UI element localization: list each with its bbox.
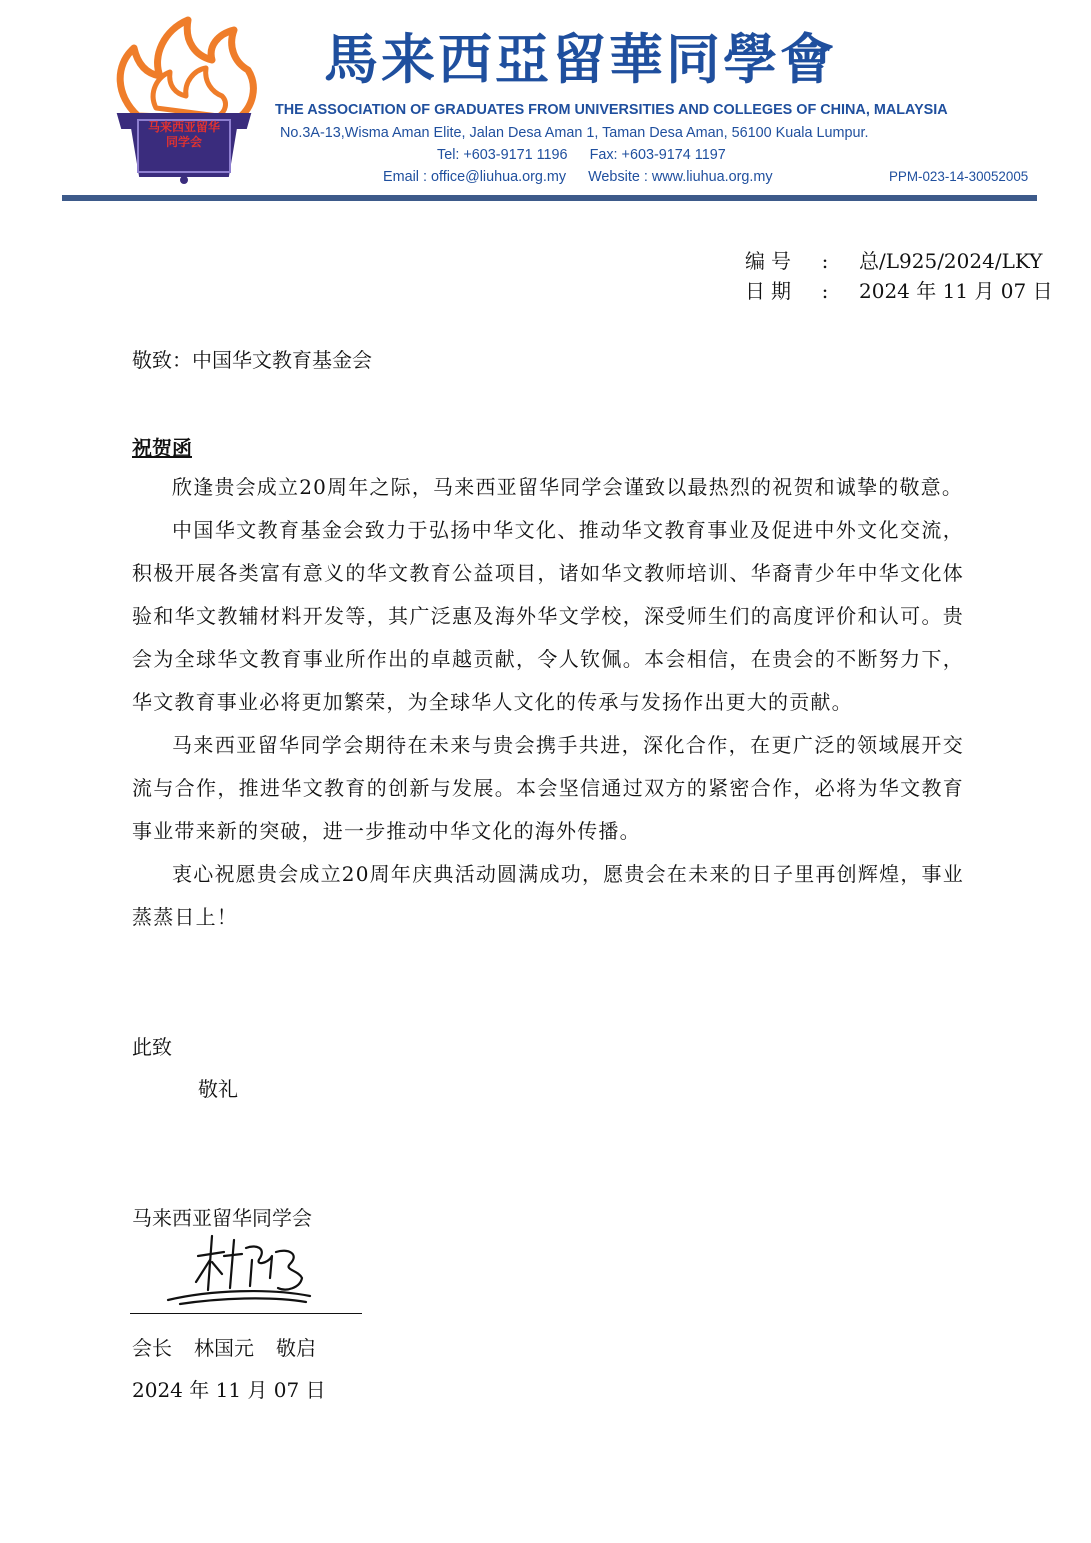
phone-number: Tel: +603-9171 1196: [437, 147, 568, 163]
logo-text: 马来西亚留华同学会: [147, 120, 220, 149]
reference-number-row: [745, 246, 1053, 276]
org-address: No.3A-13,Wisma Aman Elite, Jalan Desa Aman 1, Taman Desa Aman, 56100 Kuala Lumpur.: [280, 125, 869, 141]
paragraph: 衷心祝愿贵会成立20周年庆典活动圆满成功，愿贵会在未来的日子里再创辉煌，事业蒸蒸日上！: [132, 862, 964, 929]
website-url: Website : www.liuhua.org.my: [588, 169, 773, 185]
phone-fax-line: [437, 147, 726, 163]
reference-number-label: 编号: [745, 249, 797, 273]
fax-number: Fax: +603-9174 1197: [589, 147, 726, 163]
paragraph: 欣逢贵会成立20周年之际，马来西亚留华同学会谨致以最热烈的祝贺和诚挚的敬意。: [172, 475, 964, 499]
letterhead: [0, 0, 1091, 210]
handwritten-signature-icon: [160, 1226, 320, 1310]
signature-date: 2024 年 11 月 07 日: [132, 1378, 326, 1402]
reference-number-value: 总/L925/2024/LKY: [859, 249, 1043, 273]
email-address: Email : office@liuhua.org.my: [383, 169, 567, 185]
org-name-chinese: 馬来西亞留華同學會: [324, 28, 837, 91]
reference-date-label: 日期: [745, 279, 797, 303]
letterhead-divider: [62, 195, 1037, 201]
reference-date-row: [745, 276, 1053, 306]
signer-line: [132, 1332, 338, 1361]
letter-body: [132, 466, 964, 939]
sign-off: 敬启: [276, 1336, 316, 1360]
colon: :: [821, 279, 829, 303]
closing-line-1: 此致: [132, 1035, 172, 1059]
email-website-line: [383, 169, 773, 185]
registration-number: PPM-023-14-30052005: [889, 169, 1029, 184]
letter-title: 祝贺函: [132, 436, 192, 460]
reference-date-value: 2024 年 11 月 07 日: [859, 279, 1053, 303]
signer-name: 林国元: [194, 1336, 254, 1360]
salutation: 敬致：中国华文教育基金会: [132, 348, 372, 372]
reference-block: [745, 246, 1053, 306]
org-name-english: THE ASSOCIATION OF GRADUATES FROM UNIVERSITIES AND COLLEGES OF CHINA, MALAYSIA: [275, 102, 948, 118]
colon: :: [821, 249, 829, 273]
paragraph: 中国华文教育基金会致力于弘扬中华文化、推动华文教育事业及促进中外文化交流，积极开展各类富有意义的华文教育公益项目，诸如华文教师培训、华裔青少年中华文化体验和华文教辅材料开发等，其广泛惠及海外华文学校，深受师生们的高度评价和认可。贵会为全球华文教育事业所作出的卓越贡献，令人钦佩。本会相信，在贵会的不断努力下，华文教育事业必将更加繁荣，为全球华人文化的传承与发扬作出更大的贡献。: [132, 518, 964, 714]
sender-organization: 马来西亚留华同学会: [132, 1206, 312, 1230]
signature-line: [130, 1313, 362, 1314]
closing-line-2: 敬礼: [198, 1077, 238, 1101]
signer-role: 会长: [132, 1336, 172, 1360]
association-logo-icon: [108, 16, 260, 186]
paragraph: 马来西亚留华同学会期待在未来与贵会携手共进，深化合作，在更广泛的领域展开交流与合作，推进华文教育的创新与发展。本会坚信通过双方的紧密合作，必将为华文教育事业带来新的突破，进一步推动中华文化的海外传播。: [132, 733, 964, 843]
